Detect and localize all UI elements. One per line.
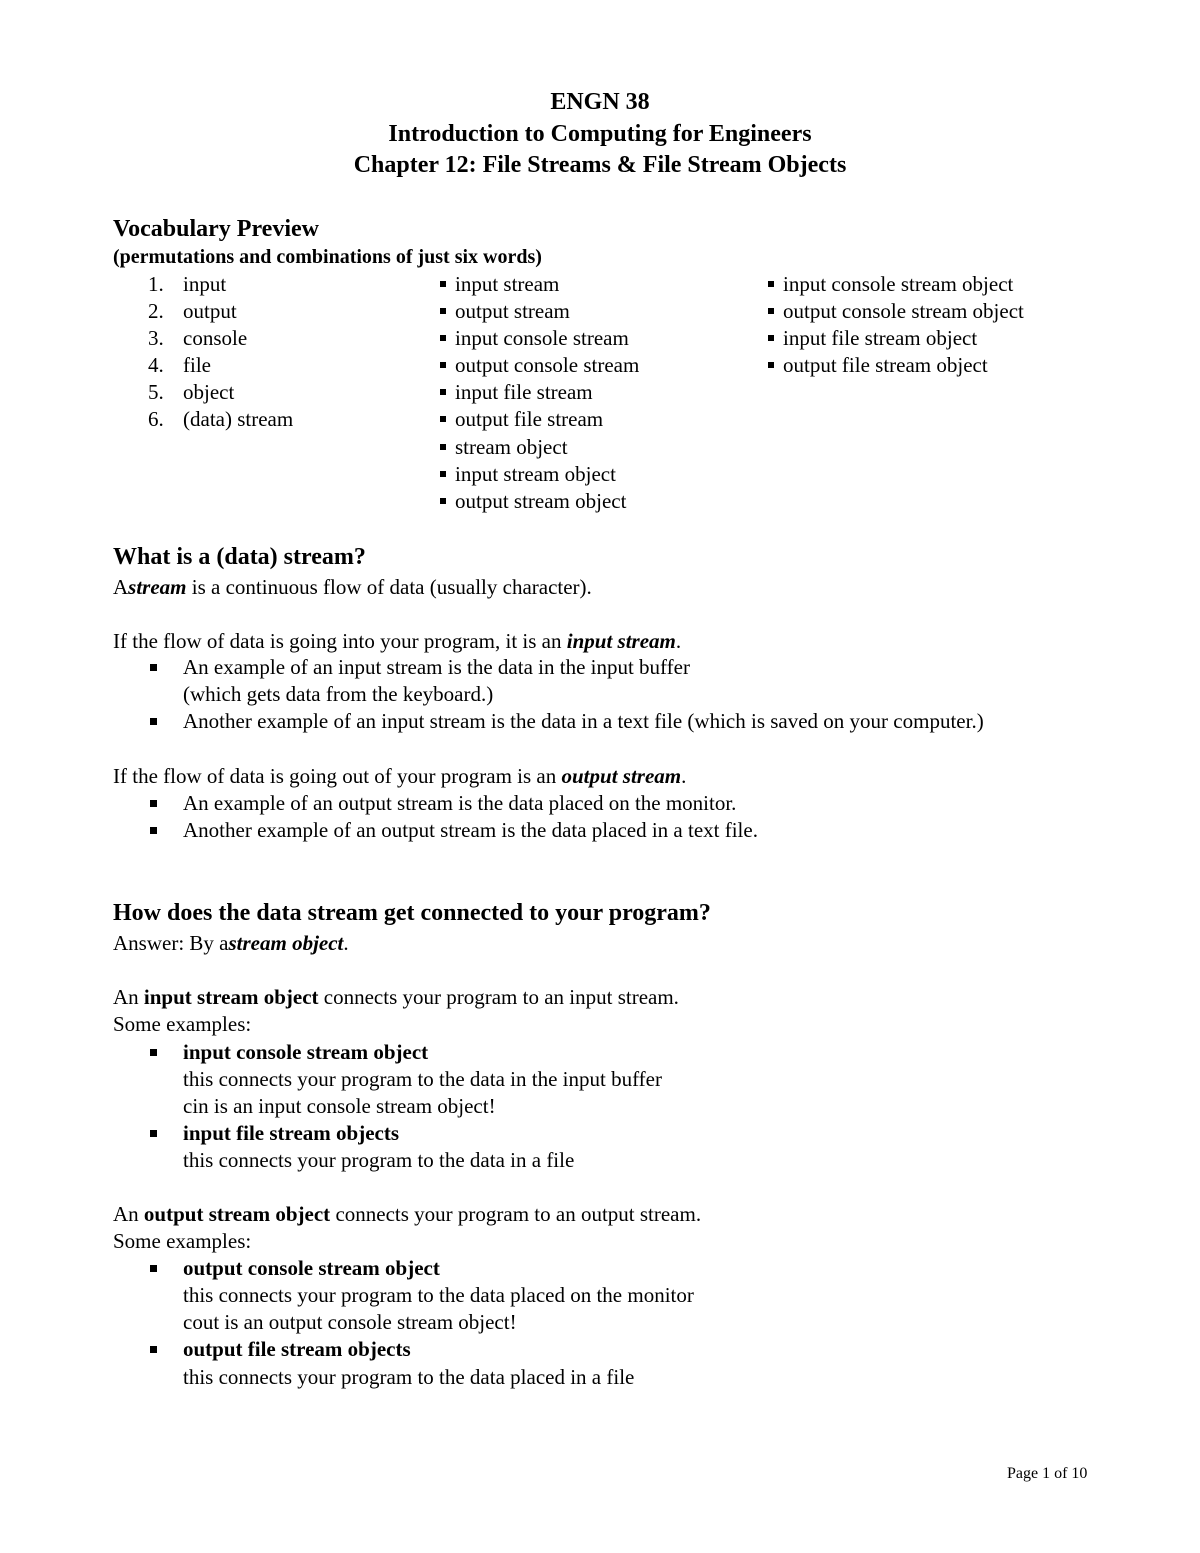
square-bullet-icon: [440, 416, 446, 422]
input-example-2: Another example of an input stream is the data in a text file (which is saved on your computer.): [183, 709, 984, 733]
cout-note: cout is an output console stream object!: [183, 1310, 517, 1334]
output-stream-intro: If the flow of data is going out of your program is an output stream.: [113, 764, 687, 788]
vocab-list-item: output file stream object: [768, 352, 988, 378]
bullet-marker: [150, 1120, 166, 1146]
some-examples-1: Some examples:: [113, 1012, 252, 1036]
vocab-subheading: (permutations and combinations of just six words): [113, 246, 542, 268]
square-bullet-icon: [440, 471, 446, 477]
vocab-list-item: input console stream object: [768, 271, 1013, 297]
bullet-marker: [150, 1336, 166, 1362]
vocab-list-item: input console stream: [440, 325, 629, 351]
vocab-list-item: input file stream object: [768, 325, 977, 351]
square-bullet-icon: [150, 800, 157, 807]
bullet-marker: [150, 817, 166, 843]
square-bullet-icon: [150, 1346, 157, 1353]
vocab-numbered-item: 3. console: [148, 326, 248, 350]
stream-heading: What is a (data) stream?: [113, 544, 366, 570]
vocab-numbered-item: 1. input: [148, 272, 227, 296]
vocab-list-item: output stream: [440, 298, 570, 324]
vocab-numbered-item: 5. object: [148, 380, 235, 404]
square-bullet-icon: [768, 362, 774, 368]
input-stream-object-intro: An input stream object connects your program to an input stream.: [113, 985, 679, 1009]
bullet-marker: [150, 708, 166, 734]
square-bullet-icon: [150, 1265, 157, 1272]
input-console-stream-object-title: input console stream object: [183, 1040, 429, 1064]
chapter-title: Chapter 12: File Streams & File Stream Objects: [353, 152, 847, 178]
output-file-stream-objects-title: output file stream objects: [183, 1337, 411, 1361]
vocab-list-item: output console stream object: [768, 298, 1024, 324]
bullet-marker: [150, 790, 166, 816]
vocab-list-item: input stream: [440, 271, 559, 297]
square-bullet-icon: [440, 362, 446, 368]
square-bullet-icon: [440, 281, 446, 287]
page-number: Page 1 of 10: [1007, 1465, 1088, 1482]
vocab-numbered-item: 6. (data) stream: [148, 407, 294, 431]
output-stream-object-intro: An output stream object connects your program to an output stream.: [113, 1202, 702, 1226]
some-examples-2: Some examples:: [113, 1229, 252, 1253]
square-bullet-icon: [150, 1049, 157, 1056]
vocab-numbered-item: 2. output: [148, 299, 237, 323]
input-example-1-cont: (which gets data from the keyboard.): [183, 682, 494, 706]
output-console-desc: this connects your program to the data placed on the monitor: [183, 1283, 694, 1307]
vocab-heading: Vocabulary Preview: [113, 216, 319, 242]
square-bullet-icon: [150, 1130, 157, 1137]
square-bullet-icon: [440, 498, 446, 504]
input-file-desc: this connects your program to the data in a file: [183, 1148, 575, 1172]
vocab-list-item: stream object: [440, 434, 568, 460]
square-bullet-icon: [440, 308, 446, 314]
output-example-1: An example of an output stream is the data placed on the monitor.: [183, 791, 737, 815]
course-title: Introduction to Computing for Engineers: [388, 121, 812, 147]
vocab-list-item: input file stream: [440, 379, 593, 405]
vocab-list-item: output stream object: [440, 488, 626, 514]
square-bullet-icon: [768, 308, 774, 314]
input-console-desc: this connects your program to the data in the input buffer: [183, 1067, 662, 1091]
bullet-marker: [150, 654, 166, 680]
cin-note: cin is an input console stream object!: [183, 1094, 496, 1118]
square-bullet-icon: [440, 389, 446, 395]
square-bullet-icon: [150, 718, 157, 725]
vocab-list-item: output console stream: [440, 352, 639, 378]
bullet-marker: [150, 1255, 166, 1281]
output-console-stream-object-title: output console stream object: [183, 1256, 440, 1280]
vocab-list-item: input stream object: [440, 461, 616, 487]
input-file-stream-objects-title: input file stream objects: [183, 1121, 399, 1145]
input-stream-intro: If the flow of data is going into your program, it is an input stream.: [113, 629, 682, 653]
square-bullet-icon: [440, 335, 446, 341]
connect-heading: How does the data stream get connected to your program?: [113, 900, 711, 926]
connect-answer: Answer: By astream object.: [113, 931, 349, 955]
course-code: ENGN 38: [550, 89, 650, 115]
square-bullet-icon: [150, 664, 157, 671]
stream-definition: Astream is a continuous flow of data (usually character).: [113, 575, 592, 599]
vocab-numbered-item: 4. file: [148, 353, 211, 377]
input-example-1: An example of an input stream is the data in the input buffer: [183, 655, 690, 679]
bullet-marker: [150, 1039, 166, 1065]
output-file-desc: this connects your program to the data placed in a file: [183, 1365, 635, 1389]
square-bullet-icon: [150, 827, 157, 834]
output-example-2: Another example of an output stream is the data placed in a text file.: [183, 818, 758, 842]
square-bullet-icon: [440, 444, 446, 450]
square-bullet-icon: [768, 281, 774, 287]
square-bullet-icon: [768, 335, 774, 341]
vocab-list-item: output file stream: [440, 406, 603, 432]
